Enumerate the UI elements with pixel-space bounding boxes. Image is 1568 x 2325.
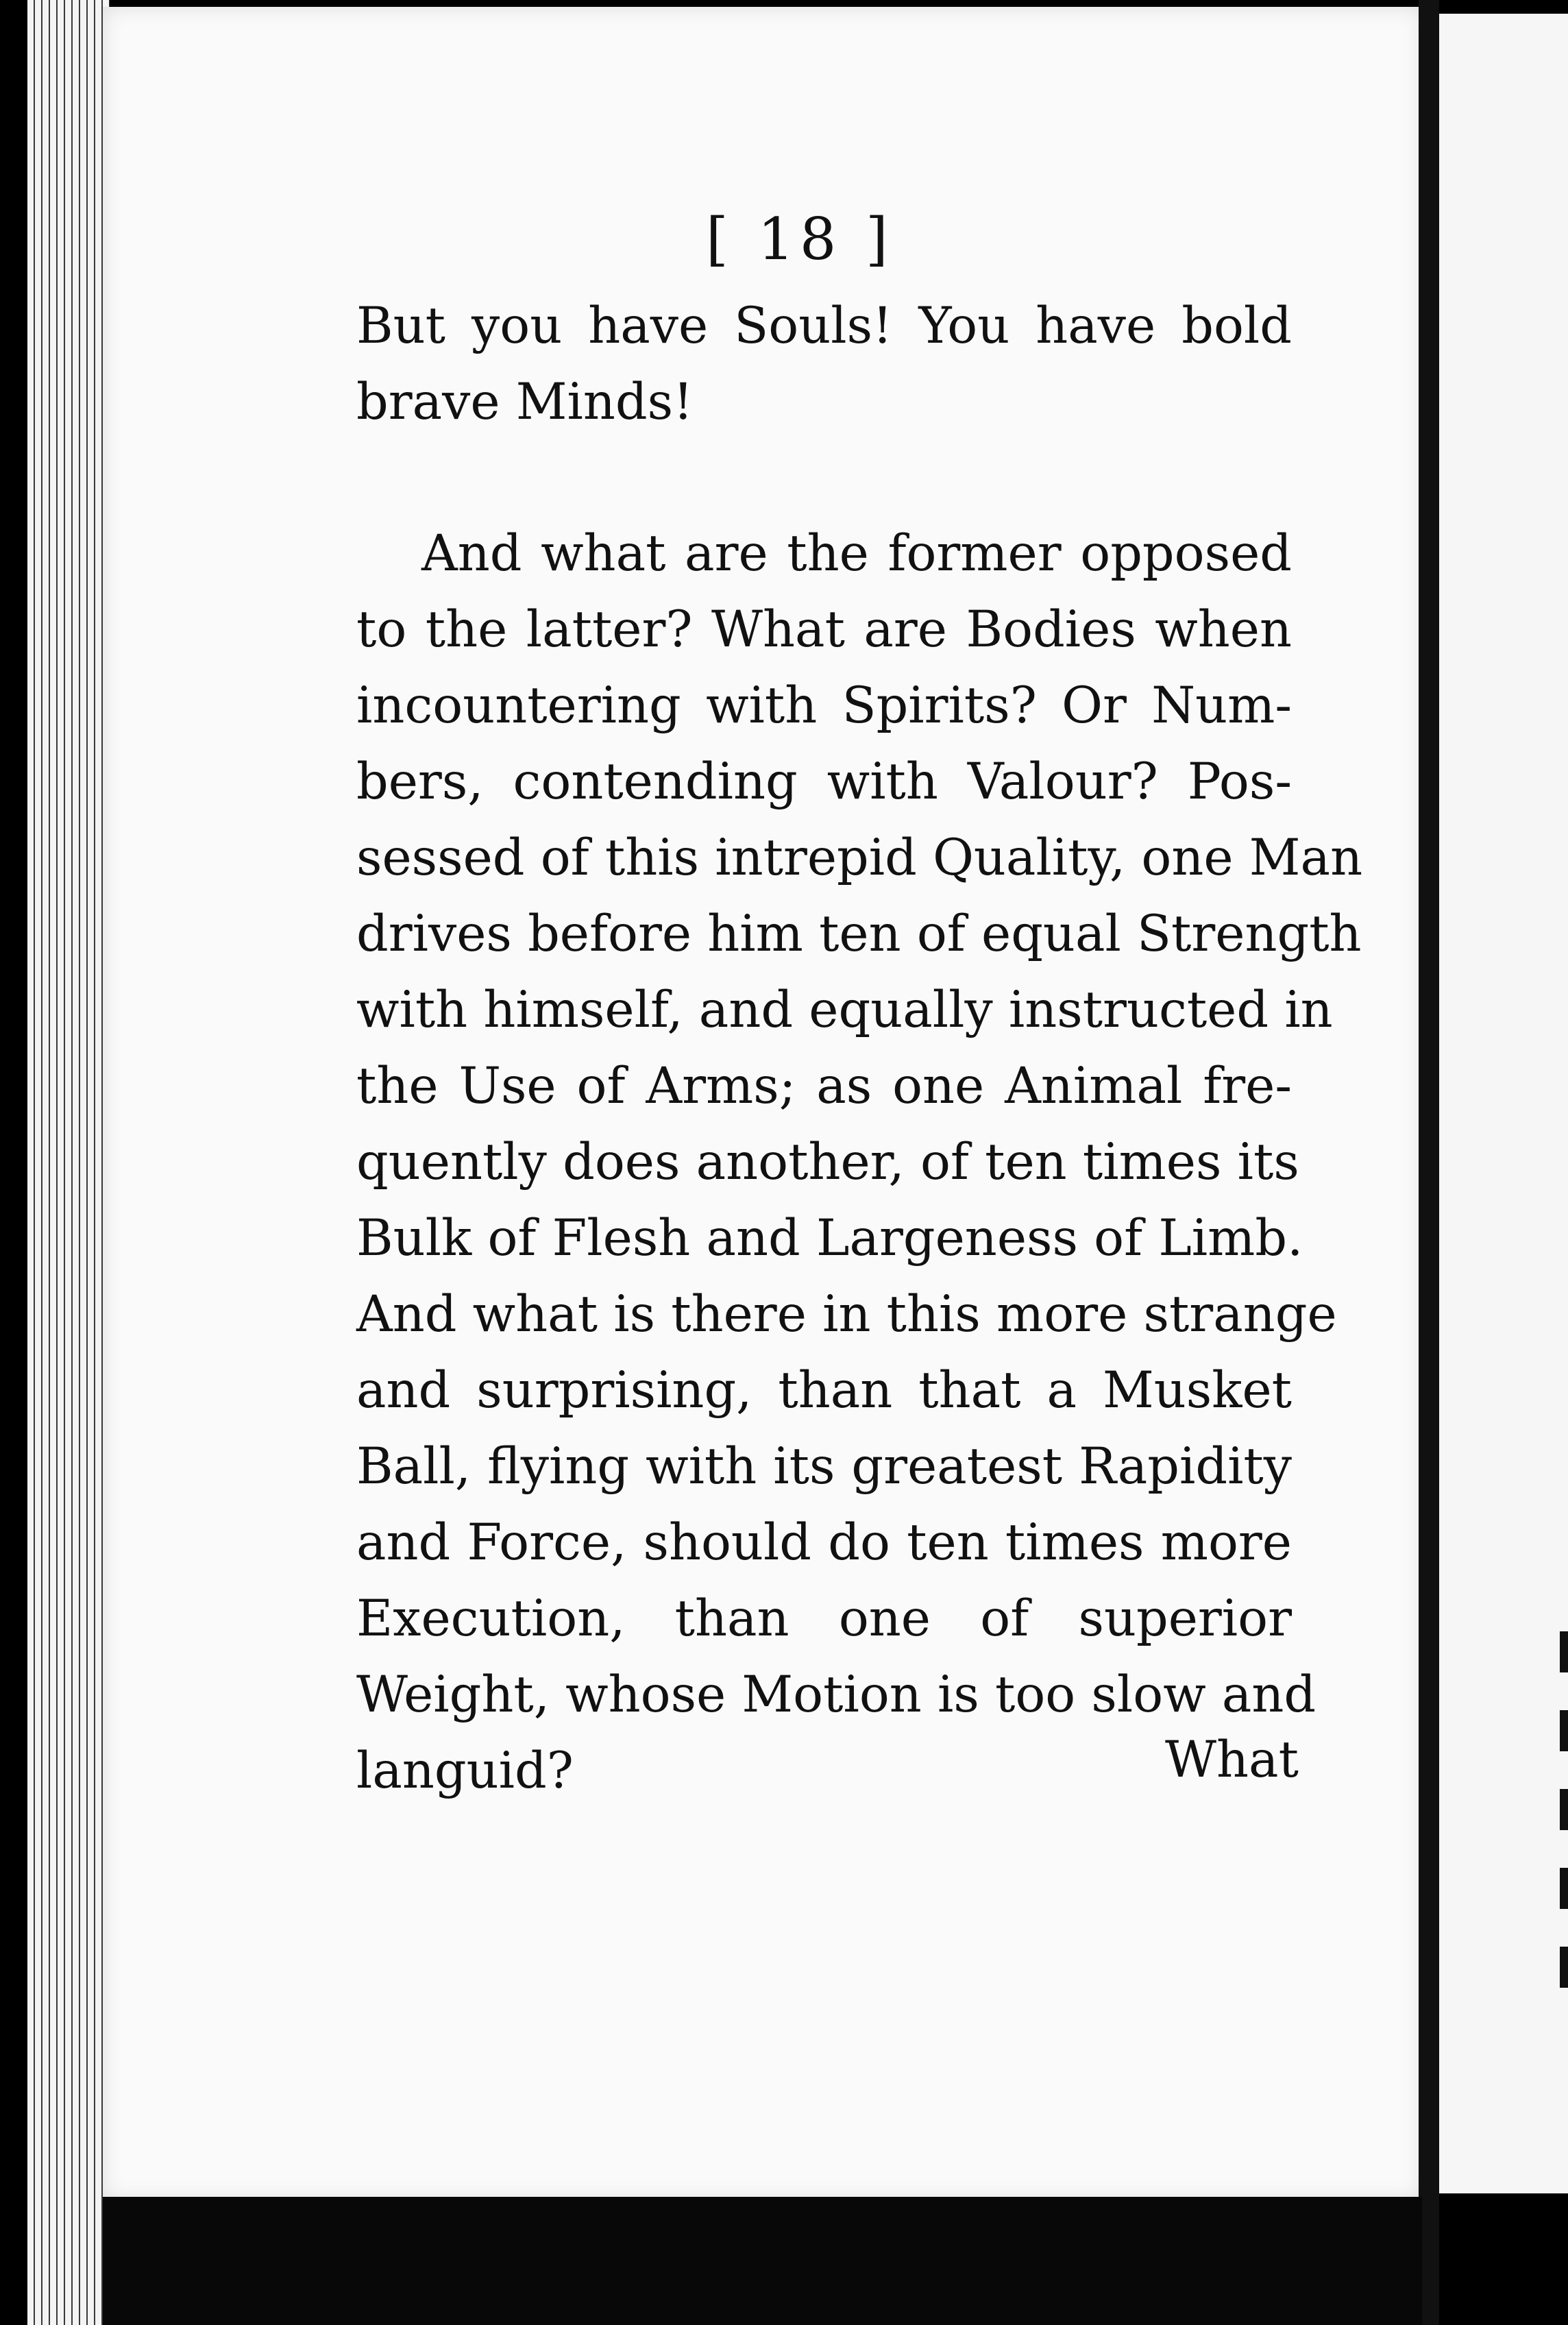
text-line: Execution, than one of superior: [356, 1590, 1292, 1648]
text-line: But you have Souls! You have bold: [356, 297, 1292, 355]
paragraph-2: [356, 515, 1363, 1809]
text-line: with himself, and equally instructed in: [356, 981, 1333, 1039]
text-line: the Use of Arms; as one Animal fre-: [356, 1057, 1292, 1115]
catchword: What: [1165, 1731, 1299, 1789]
paragraph-1: [356, 288, 1292, 440]
book-gutter: [1419, 0, 1439, 2325]
text-line: and Force, should do ten times more: [356, 1513, 1292, 1572]
text-line: And what is there in this more strange: [356, 1285, 1337, 1343]
text-line: drives before him ten of equal Strength: [356, 905, 1362, 963]
page-number: [ 18 ]: [706, 206, 894, 273]
text-line: Ball, flying with its greatest Rapidity: [356, 1437, 1292, 1496]
body-text: [356, 288, 1363, 1809]
page-edge-stack: [27, 0, 110, 2325]
facing-page-edge: [1439, 14, 1568, 2193]
text-line: and surprising, than that a Musket: [356, 1361, 1292, 1420]
text-line: bers, contending with Valour? Pos-: [356, 753, 1292, 811]
scan-bottom-shadow: [103, 2197, 1422, 2325]
text-line: Weight, whose Motion is too slow and: [356, 1666, 1316, 1724]
text-line: to the latter? What are Bodies when: [356, 600, 1292, 659]
text-line: And what are the former opposed: [421, 524, 1292, 583]
text-line: languid?: [356, 1742, 574, 1800]
text-line: Bulk of Flesh and Largeness of Limb.: [356, 1209, 1303, 1267]
text-line: quently does another, of ten times its: [356, 1133, 1299, 1191]
text-line: brave Minds!: [356, 373, 694, 431]
text-line: incountering with Spirits? Or Num-: [356, 677, 1292, 735]
facing-page-marks: [1560, 1631, 1568, 1988]
text-line: sessed of this intrepid Quality, one Man: [356, 829, 1363, 887]
